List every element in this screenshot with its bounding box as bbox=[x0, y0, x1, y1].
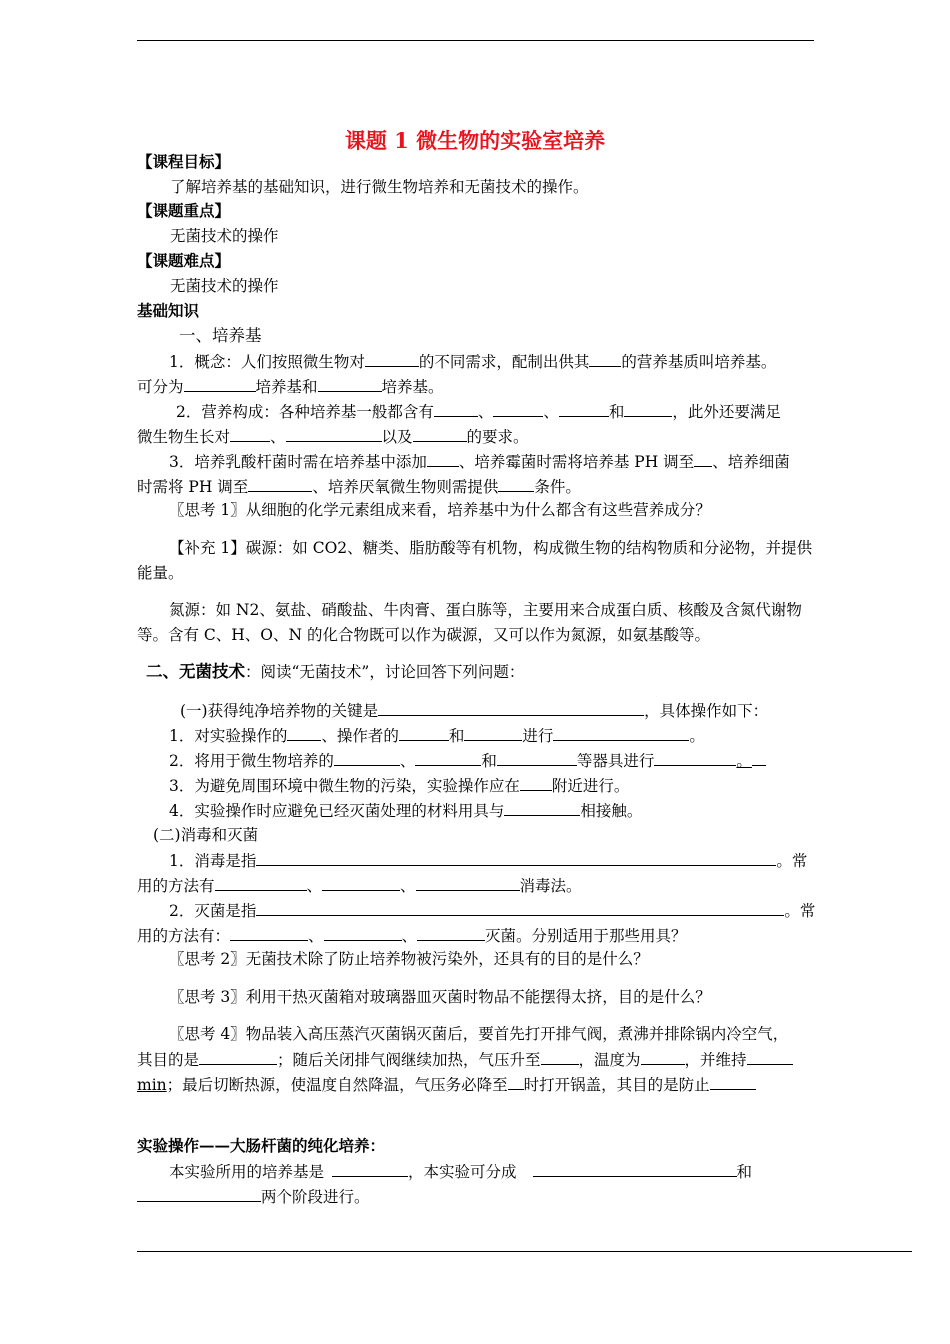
course-goal-header: 【课程目标】 bbox=[137, 152, 231, 171]
concept-line-2: 可分为 培养基和 培养基。 bbox=[137, 378, 444, 396]
culture-line-2: 时需将 PH 调至 、培养厌氧微生物则需提供 条件。 bbox=[137, 478, 581, 496]
blank[interactable] bbox=[508, 1074, 524, 1090]
bottom-rule bbox=[137, 1251, 912, 1252]
think-1: 〖思考 1〗从细胞的化学元素组成来看，培养基中为什么都含有这些营养成分？ bbox=[169, 501, 711, 519]
blank[interactable] bbox=[553, 725, 689, 741]
sterile-step-3: 3．为避免周围环境中微生物的污染，实验操作应在 附近进行。 bbox=[169, 777, 630, 795]
blank[interactable] bbox=[464, 725, 522, 741]
sterile-step-4: 4．实验操作时应避免已经灭菌处理的材料用具与 相接触。 bbox=[169, 802, 643, 820]
experiment-line-2: 两个阶段进行。 bbox=[137, 1186, 370, 1207]
experiment-line-1: 本实验所用的培养基是 ，本实验可分成 和 bbox=[169, 1163, 753, 1181]
top-rule bbox=[137, 40, 814, 41]
section2-heading: 二、无菌技术：阅读“无菌技术”，讨论回答下列问题： bbox=[146, 662, 525, 681]
course-goal-text: 了解培养基的基础知识，进行微生物培养和无菌技术的操作。 bbox=[170, 178, 589, 196]
page-title: 课题 1 微生物的实验室培养 bbox=[344, 128, 606, 153]
basics-header: 基础知识 bbox=[137, 301, 200, 320]
concept-line-1: 1．概念：人们按照微生物对 的不同需求，配制出供其 的营养基质叫培养基。 bbox=[169, 353, 777, 371]
blank[interactable] bbox=[334, 750, 400, 766]
nutrition-line-2: 微生物生长对 、 以及 的要求。 bbox=[137, 428, 529, 446]
think-4-line-1: 〖思考 4〗物品装入高压蒸汽灭菌锅灭菌后，要首先打开排气阀，煮沸并排除锅内冷空气， bbox=[169, 1025, 789, 1043]
blank[interactable] bbox=[416, 875, 520, 891]
key-point-header: 【课题重点】 bbox=[137, 201, 231, 220]
blank[interactable] bbox=[287, 725, 321, 741]
blank[interactable] bbox=[286, 426, 382, 442]
blank[interactable] bbox=[434, 401, 478, 417]
sterilization-line-1: 2．灭菌是指 。常 bbox=[169, 902, 816, 920]
experiment-title: 实验操作——大肠杆菌的纯化培养： bbox=[137, 1136, 386, 1155]
blank[interactable] bbox=[365, 351, 419, 367]
blank[interactable] bbox=[497, 750, 577, 766]
blank[interactable] bbox=[589, 351, 621, 367]
blank[interactable] bbox=[378, 700, 644, 716]
nutrition-line-1: 2．营养构成：各种培养基一般都含有 、 、 和 ，此外还要满足 bbox=[176, 403, 781, 421]
supplement-1-line-2: 能量。 bbox=[137, 564, 184, 582]
blank[interactable] bbox=[248, 476, 312, 492]
think-2: 〖思考 2〗无菌技术除了防止培养物被污染外，还具有的目的是什么？ bbox=[169, 950, 649, 968]
blank[interactable] bbox=[559, 401, 609, 417]
blank[interactable] bbox=[641, 1049, 685, 1065]
blank[interactable] bbox=[415, 750, 481, 766]
blank[interactable] bbox=[332, 1161, 408, 1177]
blank[interactable] bbox=[413, 426, 467, 442]
supplement-1-line-1: 【补充 1】碳源：如 CO2、糖类、脂肪酸等有机物，构成微生物的结构物质和分泌物，并提供 bbox=[169, 539, 813, 557]
blank[interactable] bbox=[654, 750, 736, 766]
blank[interactable] bbox=[230, 925, 308, 941]
sterile-step-2: 2．将用于微生物培养的 、 和 等器具进行 。 bbox=[169, 750, 766, 771]
blank[interactable] bbox=[504, 800, 580, 816]
think-3: 〖思考 3〗利用干热灭菌箱对玻璃器皿灭菌时物品不能摆得太挤，目的是什么？ bbox=[169, 988, 711, 1006]
blank[interactable] bbox=[624, 401, 672, 417]
blank[interactable] bbox=[533, 1161, 737, 1177]
blank[interactable] bbox=[520, 775, 552, 791]
difficulty-header: 【课题难点】 bbox=[137, 251, 231, 270]
blank[interactable] bbox=[493, 401, 543, 417]
disinfection-title: (二)消毒和灭菌 bbox=[153, 826, 259, 844]
blank[interactable] bbox=[541, 1049, 579, 1065]
blank[interactable] bbox=[230, 426, 270, 442]
blank[interactable] bbox=[256, 850, 776, 866]
section1-title: 一、培养基 bbox=[179, 326, 262, 345]
culture-line-1: 3．培养乳酸杆菌时需在培养基中添加 、培养霉菌时需将培养基 PH 调至 、培养细菌 bbox=[169, 453, 790, 471]
blank[interactable] bbox=[399, 725, 449, 741]
blank[interactable] bbox=[137, 1186, 261, 1202]
blank[interactable] bbox=[184, 376, 256, 392]
nitrogen-line-2: 等。含有 C、H、O、N 的化合物既可以作为碳源，又可以作为氮源，如氨基酸等。 bbox=[137, 626, 711, 644]
blank[interactable] bbox=[752, 750, 766, 766]
blank[interactable] bbox=[747, 1049, 793, 1065]
key-point-text: 无菌技术的操作 bbox=[170, 227, 279, 245]
nitrogen-line-1: 氮源：如 N2、氨盐、硝酸盐、牛肉膏、蛋白胨等，主要用来合成蛋白质、核酸及含氮代谢物 bbox=[169, 601, 802, 619]
blank[interactable] bbox=[256, 900, 784, 916]
blank[interactable] bbox=[322, 875, 400, 891]
blank[interactable] bbox=[417, 925, 485, 941]
sterile-key-line: (一)获得纯净培养物的关键是 ，具体操作如下： bbox=[180, 702, 769, 720]
blank[interactable] bbox=[199, 1049, 277, 1065]
difficulty-text: 无菌技术的操作 bbox=[170, 277, 279, 295]
sterile-step-1: 1．对实验操作的 、操作者的 和 进行 。 bbox=[169, 727, 705, 745]
sterilization-line-2: 用的方法有： 、 、 灭菌。分别适用于那些用具？ bbox=[137, 927, 687, 945]
blank[interactable] bbox=[710, 1074, 756, 1090]
disinfection-line-2: 用的方法有 、 、 消毒法。 bbox=[137, 877, 582, 895]
blank[interactable] bbox=[318, 376, 382, 392]
blank[interactable] bbox=[427, 451, 459, 467]
blank[interactable] bbox=[215, 875, 307, 891]
blank[interactable] bbox=[498, 476, 534, 492]
disinfection-line-1: 1．消毒是指 。常 bbox=[169, 852, 808, 870]
blank[interactable] bbox=[324, 925, 402, 941]
think-4-line-3: min；最后切断热源，使温度自然降温，气压务必降至 时打开锅盖，其目的是防止 bbox=[137, 1074, 756, 1095]
think-4-line-2: 其目的是 ；随后关闭排气阀继续加热，气压升至 ，温度为 ，并维持 bbox=[137, 1049, 793, 1070]
blank[interactable] bbox=[694, 451, 712, 467]
